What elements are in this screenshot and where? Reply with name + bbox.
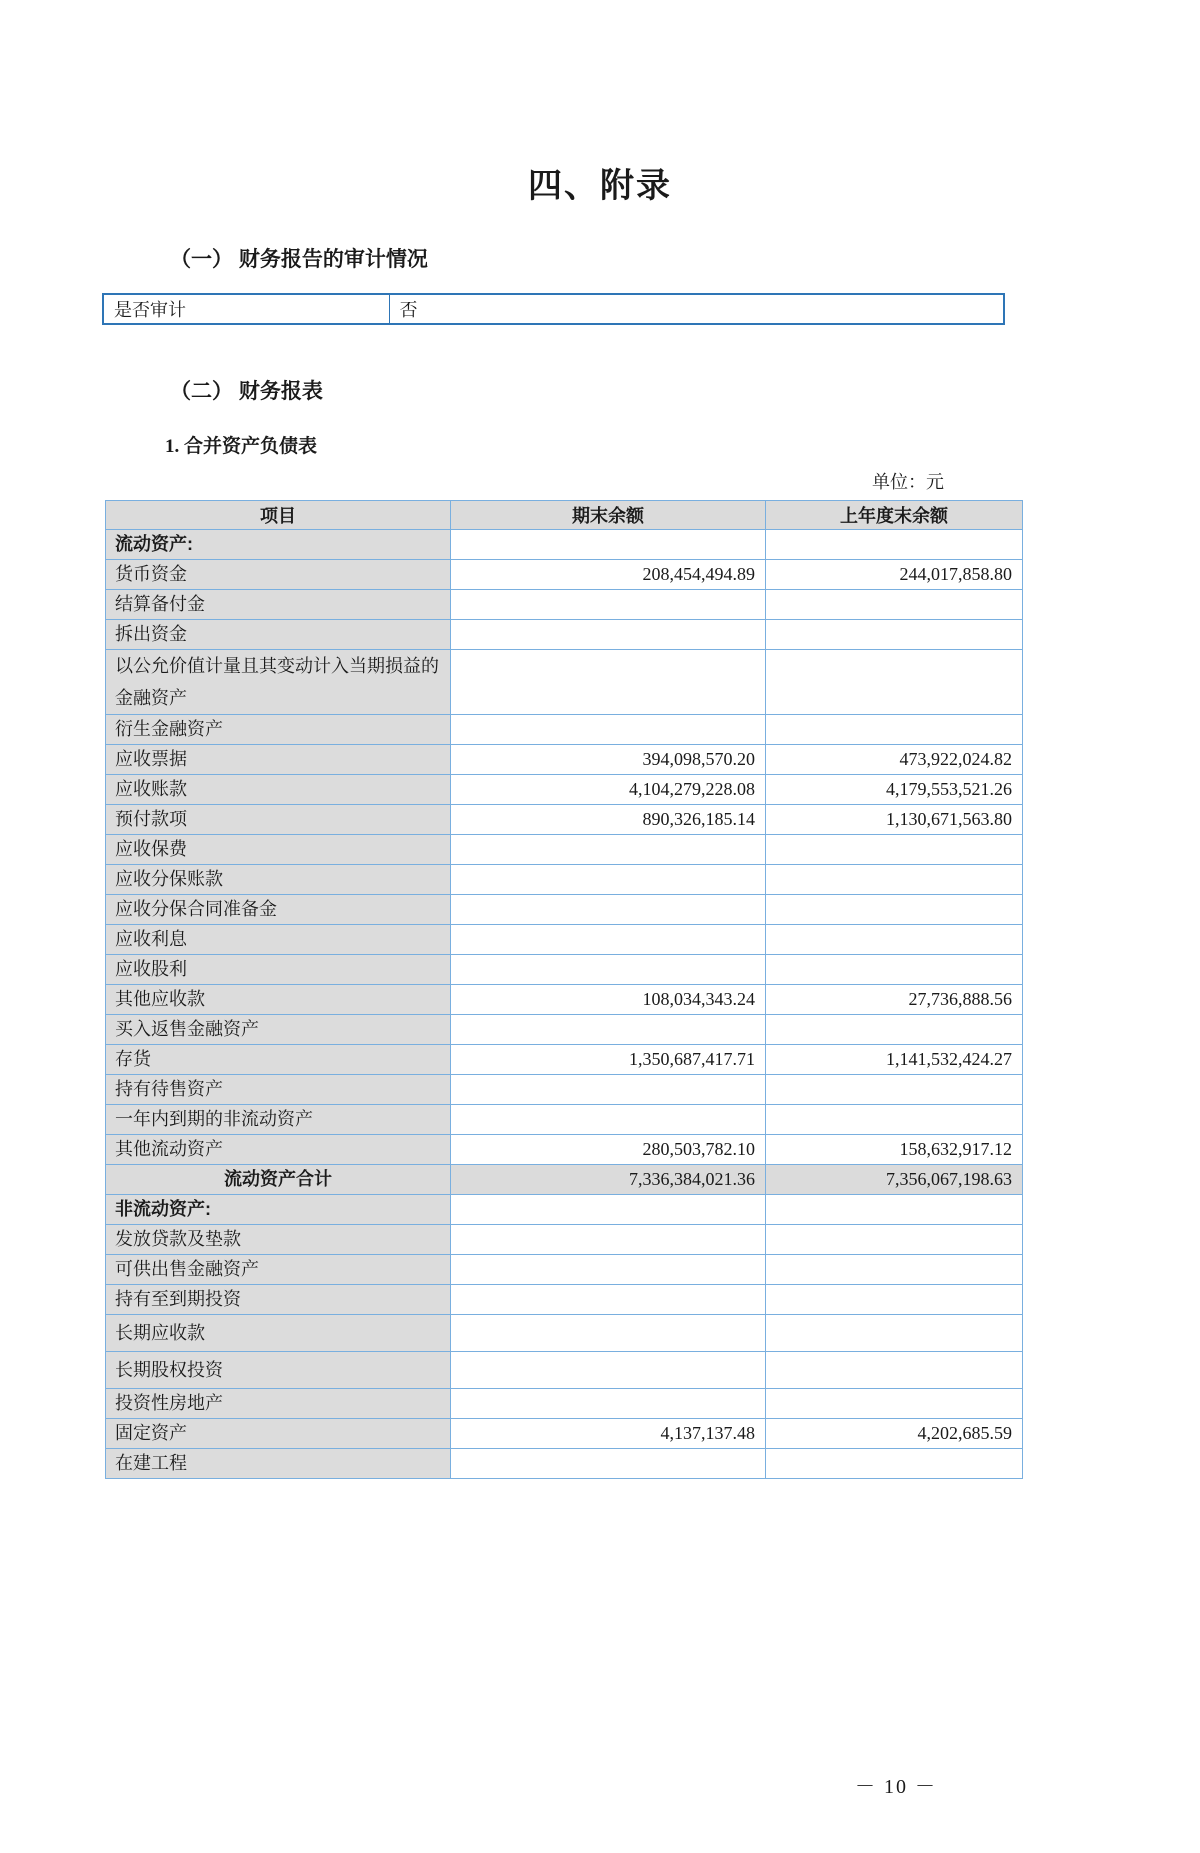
table-row: [106, 715, 1023, 745]
item-label-cell: 长期应收款: [106, 1315, 451, 1352]
unit-label: 单位：元: [872, 472, 944, 492]
item-label-cell: 持有待售资产: [106, 1075, 451, 1105]
table-row: [106, 1352, 1023, 1389]
ending-balance-cell: [451, 620, 766, 650]
ending-balance-cell: 890,326,185.14: [451, 805, 766, 835]
ending-balance-cell: [451, 590, 766, 620]
previous-year-balance-cell: 4,202,685.59: [766, 1419, 1023, 1449]
item-label-cell: 投资性房地产: [106, 1389, 451, 1419]
table-row: [106, 955, 1023, 985]
table-row: [106, 1015, 1023, 1045]
section-heading-statements: （二） 财务报表: [170, 380, 323, 403]
ending-balance-cell: 394,098,570.20: [451, 745, 766, 775]
table-row: [106, 1045, 1023, 1075]
previous-year-balance-cell: 244,017,858.80: [766, 560, 1023, 590]
previous-year-balance-cell: [766, 1225, 1023, 1255]
table-row: [106, 650, 1023, 715]
item-label-cell: 应收票据: [106, 745, 451, 775]
ending-balance-cell: [451, 1255, 766, 1285]
item-label-cell: 应收利息: [106, 925, 451, 955]
previous-year-balance-cell: [766, 1075, 1023, 1105]
ending-balance-cell: 4,104,279,228.08: [451, 775, 766, 805]
table-row: [106, 1105, 1023, 1135]
item-label-cell: 结算备付金: [106, 590, 451, 620]
audit-question-cell: 是否审计: [114, 300, 186, 320]
item-label-cell: 以公允价值计量且其变动计入当期损益的金融资产: [106, 650, 451, 715]
table-row: [106, 1165, 1023, 1195]
item-label-cell: 持有至到期投资: [106, 1285, 451, 1315]
previous-year-balance-cell: [766, 835, 1023, 865]
subsection-heading-balance-sheet: 1. 合并资产负债表: [165, 436, 318, 457]
item-label-cell: 其他流动资产: [106, 1135, 451, 1165]
ending-balance-cell: [451, 865, 766, 895]
item-label-cell: 流动资产:: [106, 530, 451, 560]
ending-balance-cell: [451, 925, 766, 955]
previous-year-balance-cell: [766, 530, 1023, 560]
ending-balance-cell: 280,503,782.10: [451, 1135, 766, 1165]
ending-balance-cell: [451, 895, 766, 925]
ending-balance-cell: 7,336,384,021.36: [451, 1165, 766, 1195]
table-row: [106, 775, 1023, 805]
previous-year-balance-cell: 473,922,024.82: [766, 745, 1023, 775]
item-label-cell: 应收分保账款: [106, 865, 451, 895]
audit-answer-cell: 否: [389, 294, 1004, 324]
ending-balance-cell: 208,454,494.89: [451, 560, 766, 590]
ending-balance-cell: [451, 1389, 766, 1419]
table-row: [106, 985, 1023, 1015]
table-row: [106, 925, 1023, 955]
item-label-cell: 衍生金融资产: [106, 715, 451, 745]
page-number: － 10 －: [855, 1776, 937, 1798]
previous-year-balance-cell: [766, 865, 1023, 895]
item-label-cell: 应收保费: [106, 835, 451, 865]
ending-balance-cell: [451, 1285, 766, 1315]
item-label-cell: 非流动资产:: [106, 1195, 451, 1225]
previous-year-balance-cell: 1,130,671,563.80: [766, 805, 1023, 835]
table-row: [106, 1389, 1023, 1419]
item-label-cell: 拆出资金: [106, 620, 451, 650]
item-label-cell: 在建工程: [106, 1449, 451, 1479]
previous-year-balance-cell: [766, 1255, 1023, 1285]
previous-year-balance-cell: [766, 1015, 1023, 1045]
balance-table-header-row: [106, 501, 1023, 530]
table-row: [106, 835, 1023, 865]
ending-balance-cell: [451, 530, 766, 560]
table-row: [106, 1449, 1023, 1479]
item-label-cell: 流动资产合计: [106, 1165, 451, 1195]
previous-year-balance-cell: [766, 1195, 1023, 1225]
page-title: 四、附录: [528, 167, 672, 205]
previous-year-balance-cell: [766, 955, 1023, 985]
table-row: [106, 560, 1023, 590]
ending-balance-cell: [451, 1449, 766, 1479]
table-row: [106, 1315, 1023, 1352]
ending-balance-cell: [451, 955, 766, 985]
previous-year-balance-cell: [766, 1315, 1023, 1352]
item-label-cell: 应收账款: [106, 775, 451, 805]
ending-balance-cell: 4,137,137.48: [451, 1419, 766, 1449]
table-row: [106, 1135, 1023, 1165]
column-header-ending-balance: 期末余额: [451, 501, 766, 530]
ending-balance-cell: [451, 650, 766, 715]
item-label-cell: 一年内到期的非流动资产: [106, 1105, 451, 1135]
previous-year-balance-cell: [766, 1285, 1023, 1315]
item-label-cell: 应收股利: [106, 955, 451, 985]
ending-balance-cell: [451, 1075, 766, 1105]
previous-year-balance-cell: [766, 1352, 1023, 1389]
ending-balance-cell: 1,350,687,417.71: [451, 1045, 766, 1075]
item-label-cell: 可供出售金融资产: [106, 1255, 451, 1285]
item-label-cell: 应收分保合同准备金: [106, 895, 451, 925]
audit-table: [102, 293, 1005, 325]
table-row: [106, 895, 1023, 925]
ending-balance-cell: [451, 1015, 766, 1045]
column-header-item: 项目: [106, 501, 451, 530]
previous-year-balance-cell: [766, 590, 1023, 620]
item-label-cell: 存货: [106, 1045, 451, 1075]
item-label-cell: 长期股权投资: [106, 1352, 451, 1389]
table-row: [106, 620, 1023, 650]
section-heading-audit: （一） 财务报告的审计情况: [170, 248, 428, 271]
table-row: [106, 1285, 1023, 1315]
previous-year-balance-cell: 4,179,553,521.26: [766, 775, 1023, 805]
previous-year-balance-cell: [766, 650, 1023, 715]
table-row: [106, 530, 1023, 560]
table-row: [106, 805, 1023, 835]
table-row: [106, 1255, 1023, 1285]
column-header-previous-year-balance: 上年度末余额: [766, 501, 1023, 530]
ending-balance-cell: [451, 835, 766, 865]
table-row: [106, 590, 1023, 620]
ending-balance-cell: 108,034,343.24: [451, 985, 766, 1015]
previous-year-balance-cell: 7,356,067,198.63: [766, 1165, 1023, 1195]
ending-balance-cell: [451, 1315, 766, 1352]
item-label-cell: 固定资产: [106, 1419, 451, 1449]
previous-year-balance-cell: 27,736,888.56: [766, 985, 1023, 1015]
ending-balance-cell: [451, 715, 766, 745]
balance-sheet-table: [105, 500, 1023, 1479]
previous-year-balance-cell: [766, 1389, 1023, 1419]
table-row: [106, 745, 1023, 775]
previous-year-balance-cell: [766, 715, 1023, 745]
previous-year-balance-cell: [766, 895, 1023, 925]
item-label-cell: 买入返售金融资产: [106, 1015, 451, 1045]
audit-table-row: [103, 294, 1004, 324]
ending-balance-cell: [451, 1352, 766, 1389]
previous-year-balance-cell: [766, 1449, 1023, 1479]
item-label-cell: 预付款项: [106, 805, 451, 835]
previous-year-balance-cell: [766, 925, 1023, 955]
ending-balance-cell: [451, 1195, 766, 1225]
table-row: [106, 1419, 1023, 1449]
table-row: [106, 865, 1023, 895]
previous-year-balance-cell: [766, 1105, 1023, 1135]
balance-table-body: [106, 530, 1023, 1479]
ending-balance-cell: [451, 1225, 766, 1255]
item-label-cell: 货币资金: [106, 560, 451, 590]
table-row: [106, 1075, 1023, 1105]
previous-year-balance-cell: 1,141,532,424.27: [766, 1045, 1023, 1075]
previous-year-balance-cell: [766, 620, 1023, 650]
table-row: [106, 1195, 1023, 1225]
item-label-cell: 其他应收款: [106, 985, 451, 1015]
previous-year-balance-cell: 158,632,917.12: [766, 1135, 1023, 1165]
item-label-cell: 发放贷款及垫款: [106, 1225, 451, 1255]
ending-balance-cell: [451, 1105, 766, 1135]
table-row: [106, 1225, 1023, 1255]
